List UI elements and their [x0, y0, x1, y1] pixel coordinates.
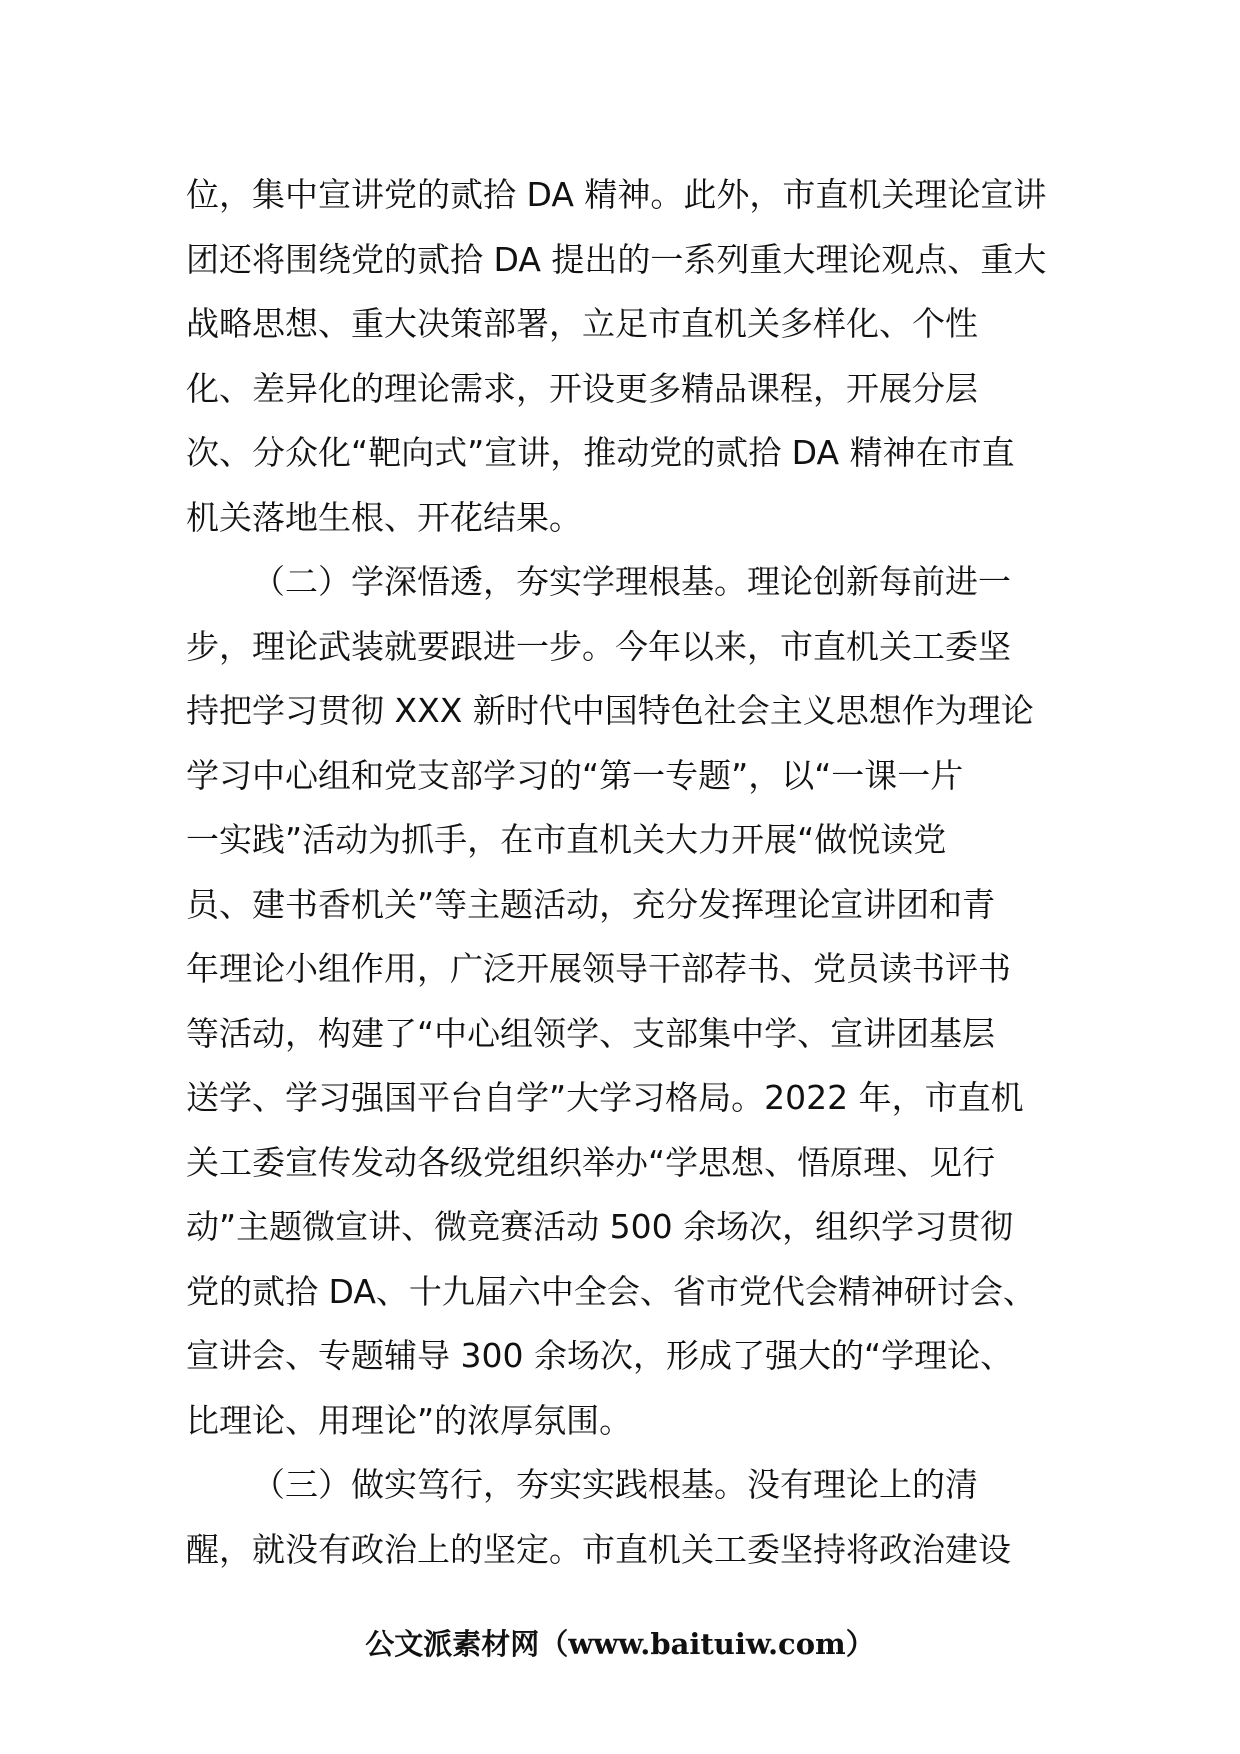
section-heading-line: （三）做实笃行，夯实实践根基。没有理论上的清 [252, 1465, 978, 1504]
text-line: 持把学习贯彻 XXX 新时代中国特色社会主义思想作为理论 [186, 691, 1034, 730]
text-line: 动”主题微宣讲、微竞赛活动 500 余场次，组织学习贯彻 [186, 1207, 1014, 1246]
text-line: 一实践”活动为抓手，在市直机关大力开展“做悦读党 [186, 820, 947, 859]
text-line: 关工委宣传发动各级党组织举办“学思想、悟原理、见行 [186, 1142, 996, 1182]
text-line: 醒，就没有政治上的坚定。市直机关工委坚持将政治建设 [186, 1529, 1011, 1569]
text-line: 比理论、用理论”的浓厚氛围。 [186, 1400, 633, 1440]
text-line: 步，理论武装就要跟进一步。今年以来，市直机关工委坚 [186, 626, 1011, 666]
text-line: 送学、学习强国平台自学”大学习格局。2022 年，市直机 [186, 1078, 1024, 1117]
text-line: 员、建书香机关”等主题活动，充分发挥理论宣讲团和青 [186, 884, 996, 924]
text-line: 位，集中宣讲党的贰拾 DA 精神。此外，市直机关理论宣讲 [186, 175, 1047, 214]
text-line: 宣讲会、专题辅导 300 余场次，形成了强大的“学理论、 [186, 1336, 1014, 1375]
text-line: 次、分众化“靶向式”宣讲，推动党的贰拾 DA 精神在市直 [186, 433, 1015, 472]
section-heading-line: （二）学深悟透，夯实学理根基。理论创新每前进一 [252, 562, 1011, 601]
text-line: 化、差异化的理论需求，开设更多精品课程，开展分层 [186, 368, 978, 408]
text-line: 团还将围绕党的贰拾 DA 提出的一系列重大理论观点、重大 [186, 239, 1047, 279]
text-line: 年理论小组作用，广泛开展领导干部荐书、党员读书评书 [186, 949, 1011, 988]
body-text [186, 163, 1056, 1582]
text-line: 党的贰拾 DA、十九届六中全会、省市党代会精神研讨会、 [186, 1271, 1036, 1311]
text-line: 战略思想、重大决策部署，立足市直机关多样化、个性 [186, 304, 978, 343]
text-line: 学习中心组和党支部学习的“第一专题”，以“一课一片 [186, 755, 964, 795]
footer-source: 公文派素材网（www.baituiw.com） [365, 1627, 875, 1661]
text-line: 等活动，构建了“中心组领学、支部集中学、宣讲团基层 [186, 1013, 996, 1053]
text-line: 机关落地生根、开花结果。 [186, 497, 582, 537]
